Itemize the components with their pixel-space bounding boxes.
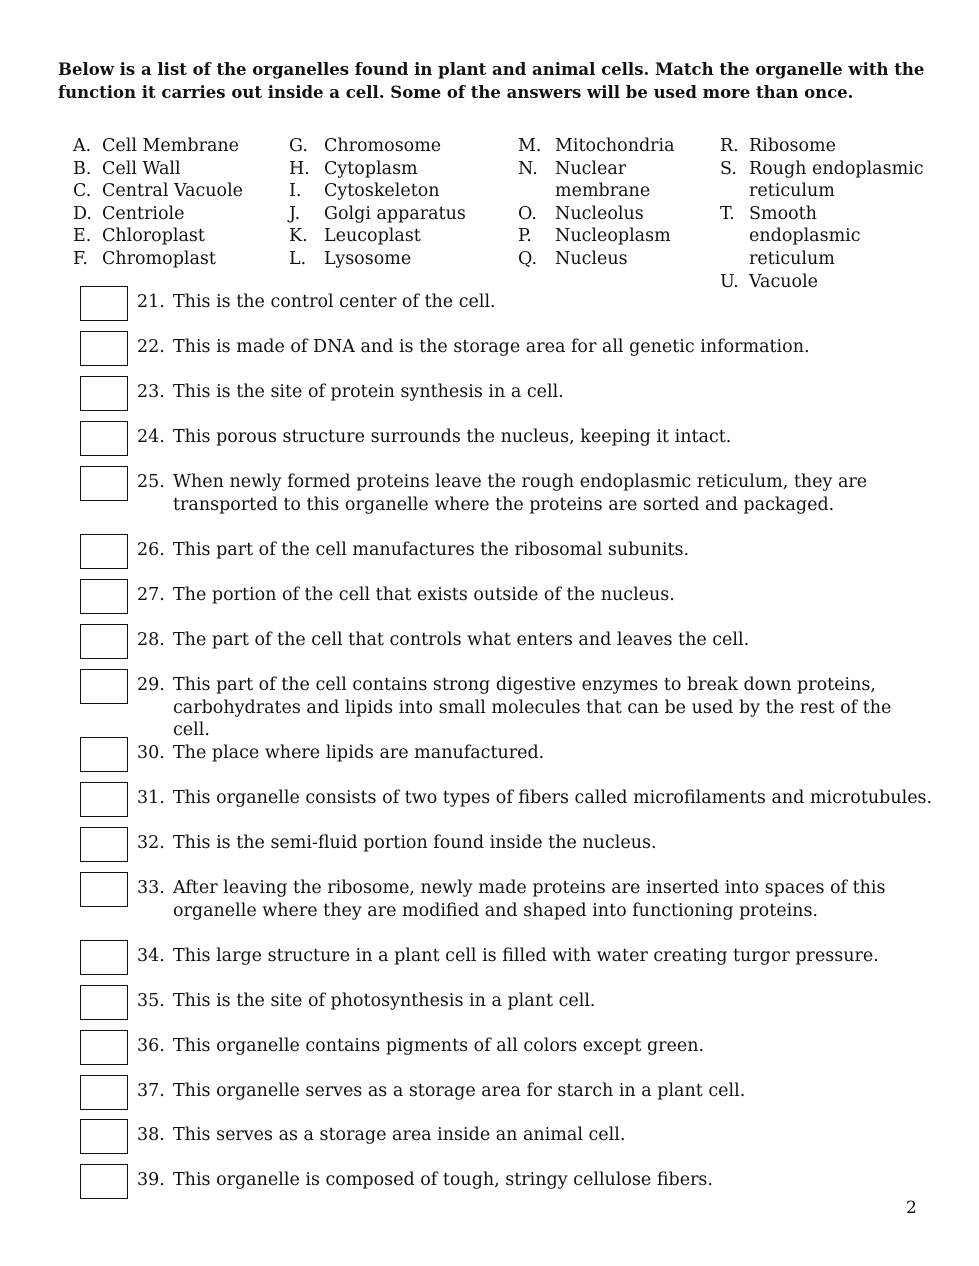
question-number: 25. (137, 472, 165, 492)
choice-letter: K. (289, 226, 308, 247)
answer-box[interactable] (80, 624, 128, 659)
choice-column (518, 135, 703, 271)
question-text: This porous structure surrounds the nucleus, keeping it intact. (173, 427, 732, 447)
answer-box[interactable] (80, 669, 128, 704)
choice-name: Nucleoplasm (555, 226, 671, 247)
question-text: The portion of the cell that exists outside of the nucleus. (173, 585, 675, 605)
choice-name: Smooth endoplasmic reticulum (749, 203, 861, 269)
question-number: 34. (137, 946, 165, 966)
question-number: 22. (137, 337, 165, 357)
choice-item (720, 135, 935, 158)
page-number: 2 (906, 1198, 917, 1218)
choice-name: Cytoskeleton (324, 181, 440, 202)
question-text: This is the control center of the cell. (173, 292, 496, 312)
answer-box[interactable] (80, 421, 128, 456)
choice-name: Vacuole (749, 271, 819, 292)
choice-item (289, 225, 509, 248)
question-text: This large structure in a plant cell is filled with water creating turgor pressure. (173, 946, 879, 966)
question-number: 24. (137, 427, 165, 447)
choice-name: Nucleolus (555, 203, 644, 224)
choice-name: Central Vacuole (102, 181, 244, 202)
choice-name: Golgi apparatus (324, 203, 466, 224)
choice-letter: A. (73, 136, 92, 156)
answer-box[interactable] (80, 1164, 128, 1199)
answer-box[interactable] (80, 579, 128, 614)
choice-name: Centriole (102, 203, 185, 224)
question-text: This is made of DNA and is the storage area for all genetic information. (173, 337, 810, 357)
question-text: This part of the cell manufactures the ribosomal subunits. (173, 540, 690, 560)
question-number: 38. (137, 1125, 165, 1145)
choice-name: Nucleus (555, 248, 628, 269)
answer-box[interactable] (80, 376, 128, 411)
question-text: This is the semi-fluid portion found inside the nucleus. (173, 833, 657, 853)
answer-box[interactable] (80, 1075, 128, 1110)
instructions: Below is a list of the organelles found in plant and animal cells. Match the organelle with the function it carries out inside a cell. Some of the answers will be used more than once. (58, 60, 925, 102)
question-number: 39. (137, 1170, 165, 1190)
question-text: This is the site of photosynthesis in a plant cell. (173, 991, 596, 1011)
question-number: 35. (137, 991, 165, 1011)
choice-column (73, 135, 273, 271)
question-text: This organelle is composed of tough, stringy cellulose fibers. (173, 1170, 713, 1190)
question-number: 32. (137, 833, 165, 853)
answer-box[interactable] (80, 286, 128, 321)
choice-name: Nuclear membrane (555, 158, 651, 202)
choice-name: Cell Wall (102, 158, 181, 179)
choice-item (73, 135, 273, 158)
choice-item (720, 203, 935, 271)
choice-letter: P. (518, 226, 532, 247)
choice-item (518, 135, 703, 158)
answer-box[interactable] (80, 940, 128, 975)
question-text: When newly formed proteins leave the rough endoplasmic reticulum, they are transported to this organelle where the proteins are sorted and packaged. (173, 472, 868, 515)
choice-letter: G. (289, 136, 308, 156)
choice-letter: N. (518, 158, 538, 179)
answer-box[interactable] (80, 872, 128, 907)
choice-letter: R. (720, 136, 739, 156)
choice-item (289, 158, 509, 181)
question-text: This organelle contains pigments of all colors except green. (173, 1036, 705, 1056)
answer-box[interactable] (80, 827, 128, 862)
choice-column (720, 135, 935, 293)
choice-item (518, 203, 703, 226)
choice-letter: C. (73, 181, 92, 202)
choice-letter: L. (289, 248, 307, 269)
choice-letter: E. (73, 226, 92, 247)
choice-name: Rough endoplasmic reticulum (749, 158, 924, 202)
question-text: The place where lipids are manufactured. (173, 743, 545, 763)
choice-name: Chromoplast (102, 248, 216, 269)
choice-letter: U. (720, 271, 739, 292)
choice-letter: M. (518, 136, 542, 156)
choice-name: Chloroplast (102, 226, 205, 247)
choice-column (289, 135, 509, 271)
question-text: This part of the cell contains strong digestive enzymes to break down proteins, carbohydrates and lipids into small molecules that can be used by the rest of the cell. (173, 675, 892, 741)
choice-letter: T. (720, 203, 735, 224)
choice-name: Ribosome (749, 136, 836, 156)
choice-item (73, 180, 273, 203)
choice-letter: Q. (518, 248, 538, 269)
answer-box[interactable] (80, 985, 128, 1020)
choice-letter: B. (73, 158, 92, 179)
choice-item (73, 158, 273, 181)
question-number: 27. (137, 585, 165, 605)
question-number: 31. (137, 788, 165, 808)
choice-letter: H. (289, 158, 310, 179)
choice-name: Cytoplasm (324, 158, 418, 179)
answer-box[interactable] (80, 1119, 128, 1154)
question-text: This is the site of protein synthesis in a cell. (173, 382, 564, 402)
choice-item (720, 158, 935, 203)
answer-box[interactable] (80, 782, 128, 817)
question-text: This organelle serves as a storage area for starch in a plant cell. (173, 1081, 746, 1101)
choice-letter: O. (518, 203, 537, 224)
choice-item (518, 225, 703, 248)
choice-name: Leucoplast (324, 226, 421, 247)
question-number: 26. (137, 540, 165, 560)
answer-box[interactable] (80, 466, 128, 501)
question-text: This serves as a storage area inside an animal cell. (173, 1125, 626, 1145)
question-number: 21. (137, 292, 165, 312)
choice-item (73, 203, 273, 226)
question-number: 30. (137, 743, 165, 763)
choice-letter: I. (289, 181, 302, 202)
choice-name: Chromosome (324, 136, 442, 156)
question-text: This organelle consists of two types of fibers called microfilaments and microtubules. (173, 788, 933, 808)
choice-item (518, 248, 703, 271)
choice-item (289, 180, 509, 203)
choice-letter: J. (289, 203, 301, 224)
question-text: After leaving the ribosome, newly made proteins are inserted into spaces of this organelle where they are modified and shaped into functioning proteins. (173, 878, 886, 921)
choice-name: Cell Membrane (102, 136, 240, 156)
choice-item (518, 158, 703, 203)
question-number: 33. (137, 878, 165, 898)
question-text: The part of the cell that controls what enters and leaves the cell. (173, 630, 750, 650)
choice-item (289, 203, 509, 226)
question-number: 28. (137, 630, 165, 650)
question-number: 29. (137, 675, 165, 695)
choice-item (720, 271, 935, 294)
choice-name: Lysosome (324, 248, 412, 269)
question-number: 23. (137, 382, 165, 402)
choice-item (289, 135, 509, 158)
choice-letter: S. (720, 158, 737, 179)
question-number: 37. (137, 1081, 165, 1101)
answer-box[interactable] (80, 1030, 128, 1065)
question-number: 36. (137, 1036, 165, 1056)
choice-item (73, 248, 273, 271)
choice-letter: F. (73, 248, 88, 269)
answer-box[interactable] (80, 737, 128, 772)
answer-box[interactable] (80, 534, 128, 569)
answer-choices (0, 135, 979, 292)
choice-item (73, 225, 273, 248)
choice-item (289, 248, 509, 271)
choice-name: Mitochondria (555, 136, 675, 156)
answer-box[interactable] (80, 331, 128, 366)
choice-letter: D. (73, 203, 92, 224)
